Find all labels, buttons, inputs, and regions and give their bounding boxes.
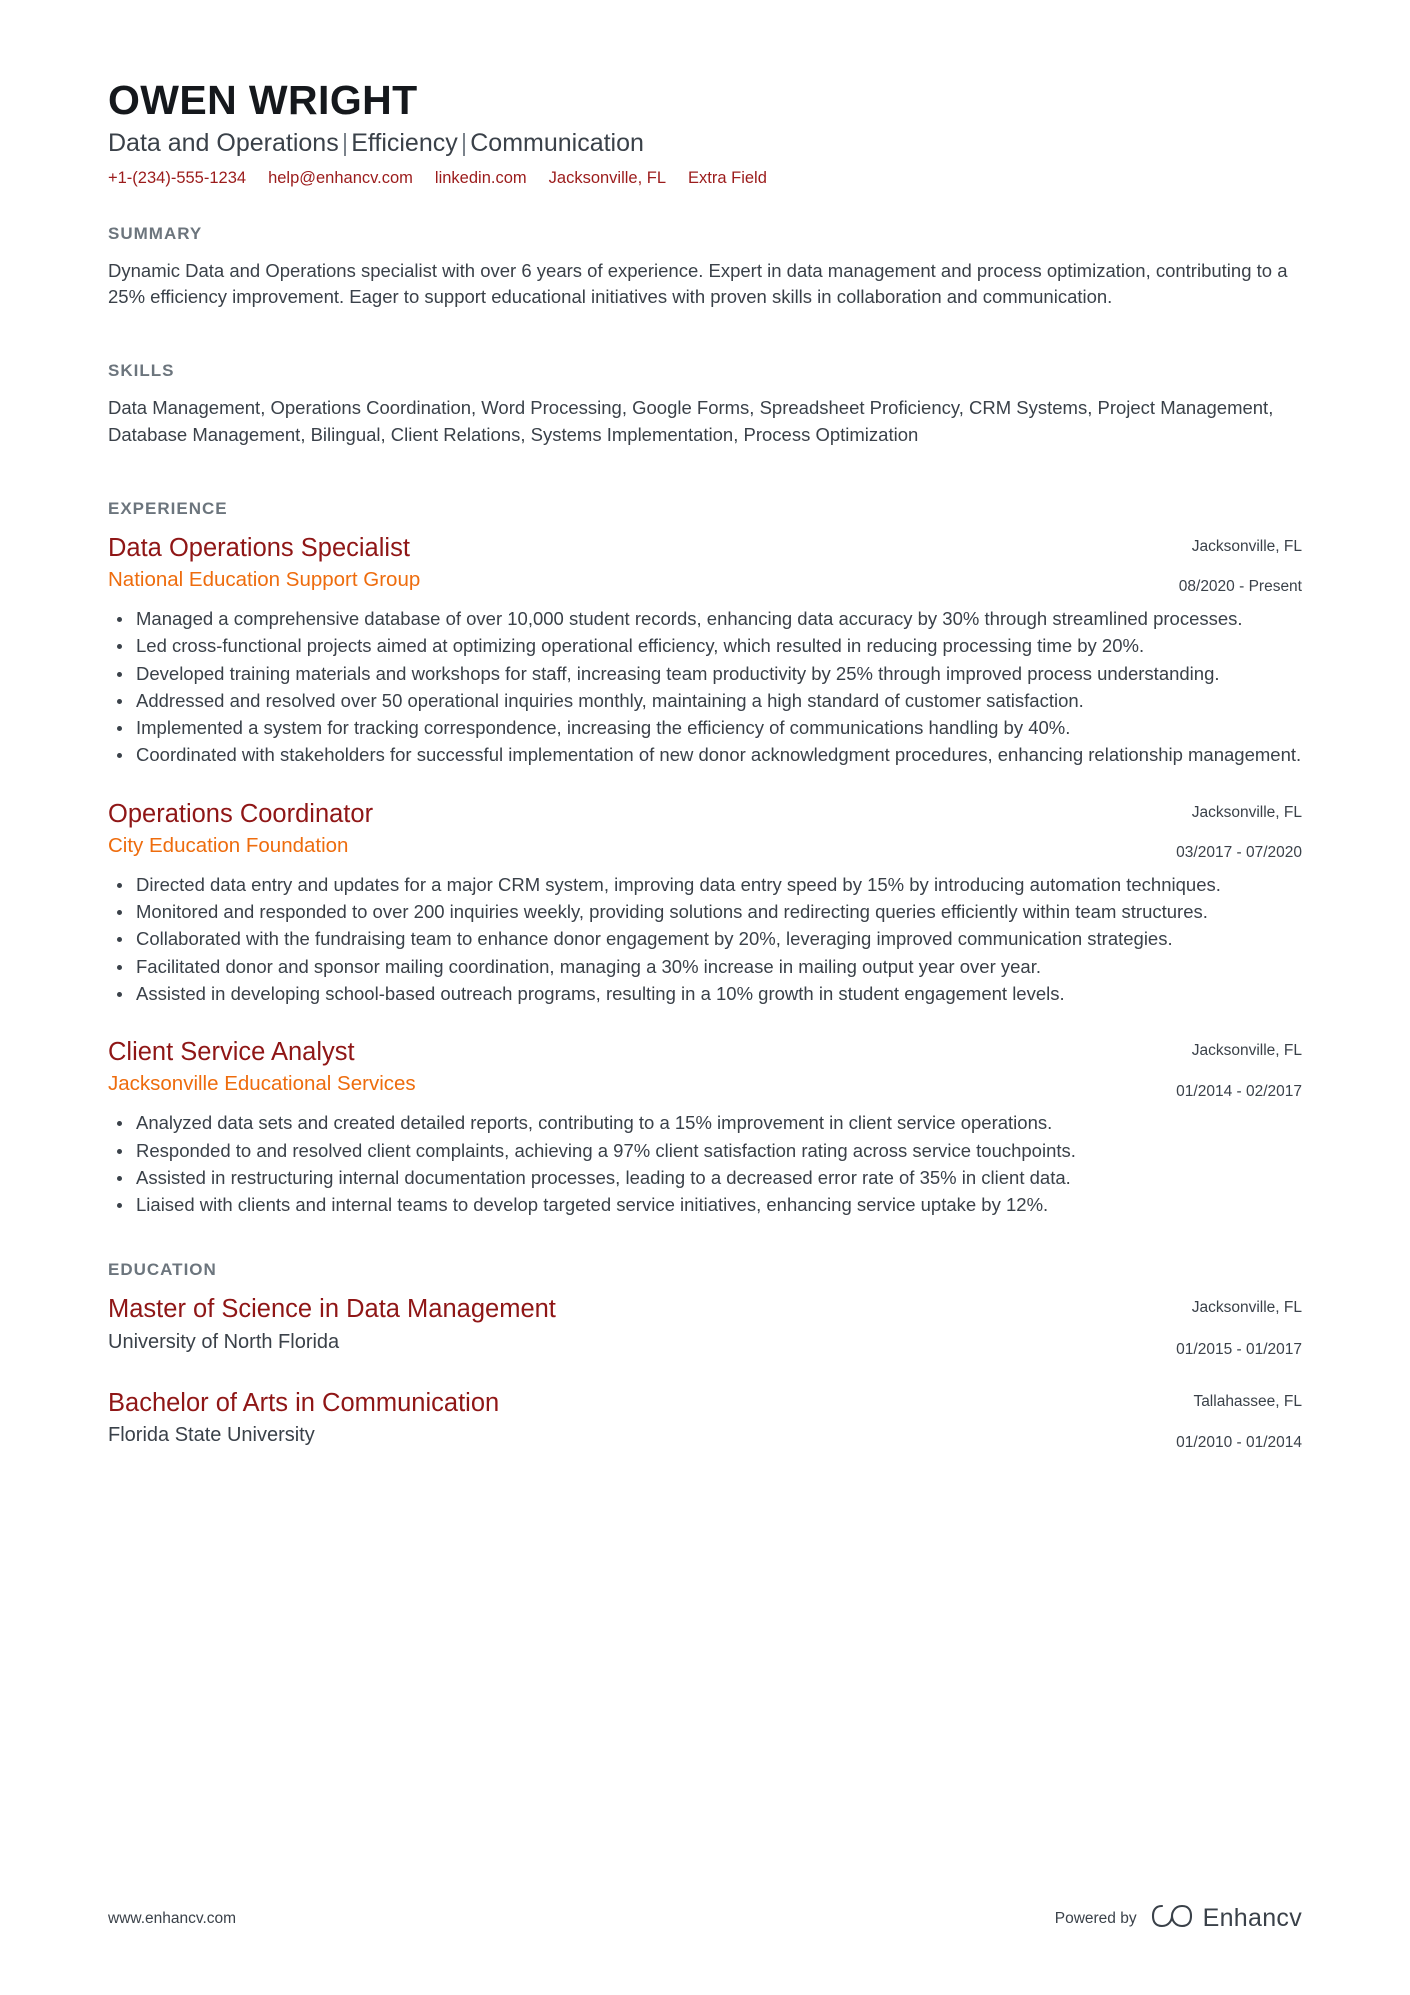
degree-title: Master of Science in Data Management bbox=[108, 1295, 556, 1324]
experience-entry-right bbox=[1112, 1037, 1302, 1101]
job-bullet-list bbox=[108, 1110, 1302, 1218]
job-bullet: Facilitated donor and sponsor mailing coordination, managing a 30% increase in mailing output year over year. bbox=[108, 954, 1302, 980]
job-title: Client Service Analyst bbox=[108, 1038, 355, 1067]
contact-email[interactable]: help@enhancv.com bbox=[268, 169, 413, 188]
summary-text: Dynamic Data and Operations specialist with over 6 years of experience. Expert in data management and process optimization, contributing to a 25% efficiency improvement. Eager to support educational initiatives with proven skills in collaboration and communication. bbox=[108, 259, 1288, 308]
contact-linkedin[interactable]: linkedin.com bbox=[434, 169, 527, 188]
education-location: Tallahassee, FL bbox=[1193, 1392, 1302, 1410]
job-bullet-list bbox=[108, 872, 1302, 1007]
experience-entry bbox=[108, 799, 1302, 1008]
headline-part-3: Communication bbox=[470, 128, 644, 157]
job-location: Jacksonville, FL bbox=[1191, 537, 1302, 555]
headline-part-2: Efficiency bbox=[351, 128, 458, 157]
degree-title: Bachelor of Arts in Communication bbox=[108, 1388, 500, 1417]
section-title-skills: SKILLS bbox=[108, 361, 175, 381]
job-bullet: Assisted in restructuring internal documentation processes, leading to a decreased error rate of 35% in client data. bbox=[108, 1165, 1302, 1191]
education-entry-right bbox=[1112, 1388, 1302, 1453]
job-bullet: Managed a comprehensive database of over 10,000 student records, enhancing data accuracy by 30% through streamlined processes. bbox=[108, 606, 1302, 632]
experience-entry-left bbox=[108, 799, 1112, 860]
job-bullet: Analyzed data sets and created detailed reports, contributing to a 15% improvement in client service operations. bbox=[108, 1110, 1302, 1136]
job-bullet: Coordinated with stakeholders for successful implementation of new donor acknowledgment procedures, enhancing relationship management. bbox=[108, 742, 1302, 768]
job-bullet: Responded to and resolved client complaints, achieving a 97% client satisfaction rating across service touchpoints. bbox=[108, 1138, 1302, 1164]
resume-header bbox=[108, 78, 1302, 190]
contact-location: Jacksonville, FL bbox=[548, 169, 667, 188]
job-dates: 03/2017 - 07/2020 bbox=[1176, 844, 1302, 862]
education-entry-left bbox=[108, 1294, 1112, 1354]
experience-entry-left bbox=[108, 533, 1112, 594]
headline-separator-1: | bbox=[341, 128, 349, 157]
job-location: Jacksonville, FL bbox=[1191, 1042, 1302, 1060]
experience-entry bbox=[108, 533, 1302, 769]
headline-separator-2: | bbox=[460, 128, 468, 157]
education-location: Jacksonville, FL bbox=[1191, 1299, 1302, 1317]
contact-row bbox=[108, 168, 1302, 189]
experience-entry-right bbox=[1112, 799, 1302, 863]
section-skills bbox=[108, 361, 1302, 449]
company-name: National Education Support Group bbox=[108, 567, 421, 591]
enhancv-brand-name: Enhancv bbox=[1202, 1904, 1302, 1932]
school-name: Florida State University bbox=[108, 1423, 315, 1446]
experience-entry-header bbox=[108, 1037, 1302, 1101]
powered-by-label: Powered by bbox=[1054, 1909, 1137, 1927]
section-title-summary: SUMMARY bbox=[108, 223, 203, 243]
education-entry-header bbox=[108, 1294, 1302, 1359]
job-title: Data Operations Specialist bbox=[108, 533, 410, 562]
enhancv-infinity-logo-icon bbox=[1151, 1902, 1193, 1935]
headline-part-1: Data and Operations bbox=[108, 128, 339, 157]
section-title-education: EDUCATION bbox=[108, 1260, 217, 1280]
education-dates: 01/2010 - 01/2014 bbox=[1176, 1434, 1302, 1452]
contact-extra-field: Extra Field bbox=[688, 169, 767, 188]
education-entry-header bbox=[108, 1388, 1302, 1453]
skills-text: Data Management, Operations Coordination, Word Processing, Google Forms, Spreadsheet Proficiency, CRM Systems, Project Management, Database Management, Bilingual, Client Relations, Systems Implementation, Process Optimization bbox=[108, 397, 1274, 446]
section-title-experience: EXPERIENCE bbox=[108, 498, 228, 518]
candidate-headline bbox=[108, 128, 1302, 159]
experience-entry-header bbox=[108, 799, 1302, 863]
footer-website-url[interactable]: www.enhancv.com bbox=[108, 1909, 237, 1927]
footer-branding bbox=[1055, 1902, 1302, 1935]
education-entry bbox=[108, 1294, 1302, 1359]
job-bullet: Directed data entry and updates for a major CRM system, improving data entry speed by 15% by introducing automation techniques. bbox=[108, 872, 1302, 898]
spacer bbox=[108, 319, 1302, 361]
job-location: Jacksonville, FL bbox=[1191, 803, 1302, 821]
job-title: Operations Coordinator bbox=[108, 799, 374, 828]
job-bullet: Collaborated with the fundraising team to enhance donor engagement by 20%, leveraging improved communication strategies. bbox=[108, 926, 1302, 952]
job-bullet: Addressed and resolved over 50 operational inquiries monthly, maintaining a high standard of customer satisfaction. bbox=[108, 688, 1302, 714]
job-bullet: Monitored and responded to over 200 inquiries weekly, providing solutions and redirecting queries efficiently within team structures. bbox=[108, 899, 1302, 925]
job-dates: 08/2020 - Present bbox=[1178, 578, 1302, 596]
job-bullet: Led cross-functional projects aimed at optimizing operational efficiency, which resulted in reducing processing time by 20%. bbox=[108, 633, 1302, 659]
candidate-name: OWEN WRIGHT bbox=[108, 77, 418, 123]
experience-entry-left bbox=[108, 1037, 1112, 1098]
job-dates: 01/2014 - 02/2017 bbox=[1176, 1082, 1302, 1100]
section-education bbox=[108, 1260, 1302, 1452]
experience-entry-right bbox=[1112, 533, 1302, 597]
job-bullet: Implemented a system for tracking correspondence, increasing the efficiency of communications handling by 40%. bbox=[108, 715, 1302, 741]
education-entry-left bbox=[108, 1388, 1112, 1448]
company-name: City Education Foundation bbox=[108, 833, 349, 857]
contact-phone[interactable]: +1-(234)-555-1234 bbox=[108, 169, 247, 188]
job-bullet: Assisted in developing school-based outreach programs, resulting in a 10% growth in student engagement levels. bbox=[108, 981, 1302, 1007]
page-footer bbox=[108, 1902, 1302, 1935]
education-dates: 01/2015 - 01/2017 bbox=[1176, 1340, 1302, 1358]
section-summary bbox=[108, 224, 1302, 312]
job-bullet-list bbox=[108, 606, 1302, 769]
job-bullet: Developed training materials and workshops for staff, increasing team productivity by 25% through improved process understanding. bbox=[108, 661, 1302, 687]
enhancv-brand bbox=[1151, 1902, 1302, 1935]
experience-entry bbox=[108, 1037, 1302, 1218]
school-name: University of North Florida bbox=[108, 1330, 340, 1353]
experience-entry-header bbox=[108, 533, 1302, 597]
education-entry-right bbox=[1112, 1294, 1302, 1359]
spacer bbox=[108, 1226, 1302, 1260]
job-bullet: Liaised with clients and internal teams to develop targeted service initiatives, enhancing service uptake by 12%. bbox=[108, 1192, 1302, 1218]
company-name: Jacksonville Educational Services bbox=[108, 1072, 416, 1096]
section-experience bbox=[108, 499, 1302, 1219]
spacer bbox=[108, 457, 1302, 499]
education-entry bbox=[108, 1388, 1302, 1453]
